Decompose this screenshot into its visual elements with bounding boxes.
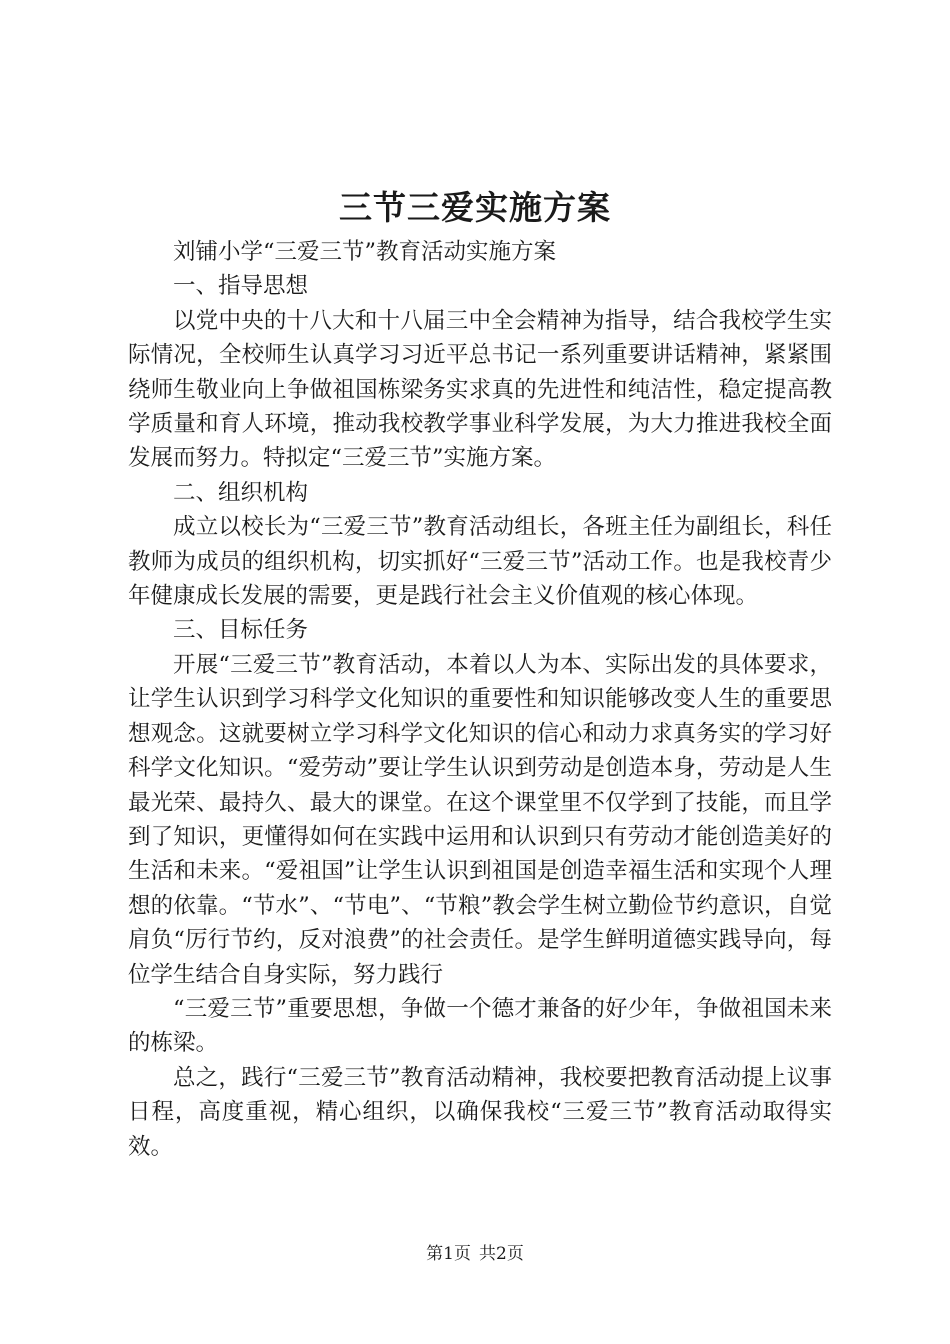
section-heading-guiding-ideology: 一、指导思想 — [173, 273, 309, 300]
paragraph-conclusion: 总之，践行“三爱三节”教育活动精神，我校要把教育活动提上议事日程，高度重视，精心组织，以确保我校“三爱三节”教育活动取得实效。 — [128, 1064, 832, 1160]
document-body — [128, 235, 832, 1164]
paragraph-goals-continued: “三爱三节”重要思想，争做一个德才兼备的好少年，争做祖国未来的栋梁。 — [128, 995, 832, 1057]
section-heading-goals: 三、目标任务 — [173, 617, 309, 644]
paragraph-guiding-ideology: 以党中央的十八大和十八届三中全会精神为指导，结合我校学生实际情况，全校师生认真学习习近平总书记一系列重要讲话精神，紧紧围绕师生敬业向上争做祖国栋梁务实求真的先进性和纯洁性，稳定提高教学质量和育人环境，推动我校教学事业科学发展，为大力推进我校全面发展而努力。特拟定“三爱三节”实施方案。 — [128, 307, 832, 472]
paragraph-organization: 成立以校长为“三爱三节”教育活动组长，各班主任为副组长，科任教师为成员的组织机构，切实抓好“三爱三节”活动工作。也是我校青少年健康成长发展的需要，更是践行社会主义价值观的核心体现。 — [128, 514, 832, 610]
document-title: 三节三爱实施方案 — [339, 188, 611, 227]
paragraph-goals: 开展“三爱三节”教育活动，本着以人为本、实际出发的具体要求，让学生认识到学习科学文化知识的重要性和知识能够改变人生的重要思想观念。这就要树立学习科学文化知识的信心和动力求真务实的学习好科学文化知识。“爱劳动”要让学生认识到劳动是创造本身，劳动是人生最光荣、最持久、最大的课堂。在这个课堂里不仅学到了技能，而且学到了知识，更懂得如何在实践中运用和认识到只有劳动才能创造美好的生活和未来。“爱祖国”让学生认识到祖国是创造幸福生活和实现个人理想的依靠。“节水”、“节电”、“节粮”教会学生树立勤俭节约意识，自觉肩负“厉行节约，反对浪费”的社会责任。是学生鲜明道德实践导向，每位学生结合自身实际，努力践行 — [128, 651, 832, 988]
document-subtitle: 刘铺小学“三爱三节”教育活动实施方案 — [173, 239, 557, 265]
section-heading-organization: 二、组织机构 — [173, 479, 309, 506]
page-footer — [0, 1242, 950, 1266]
page-number: 第1页 — [426, 1244, 471, 1264]
page-total: 共2页 — [479, 1244, 524, 1264]
